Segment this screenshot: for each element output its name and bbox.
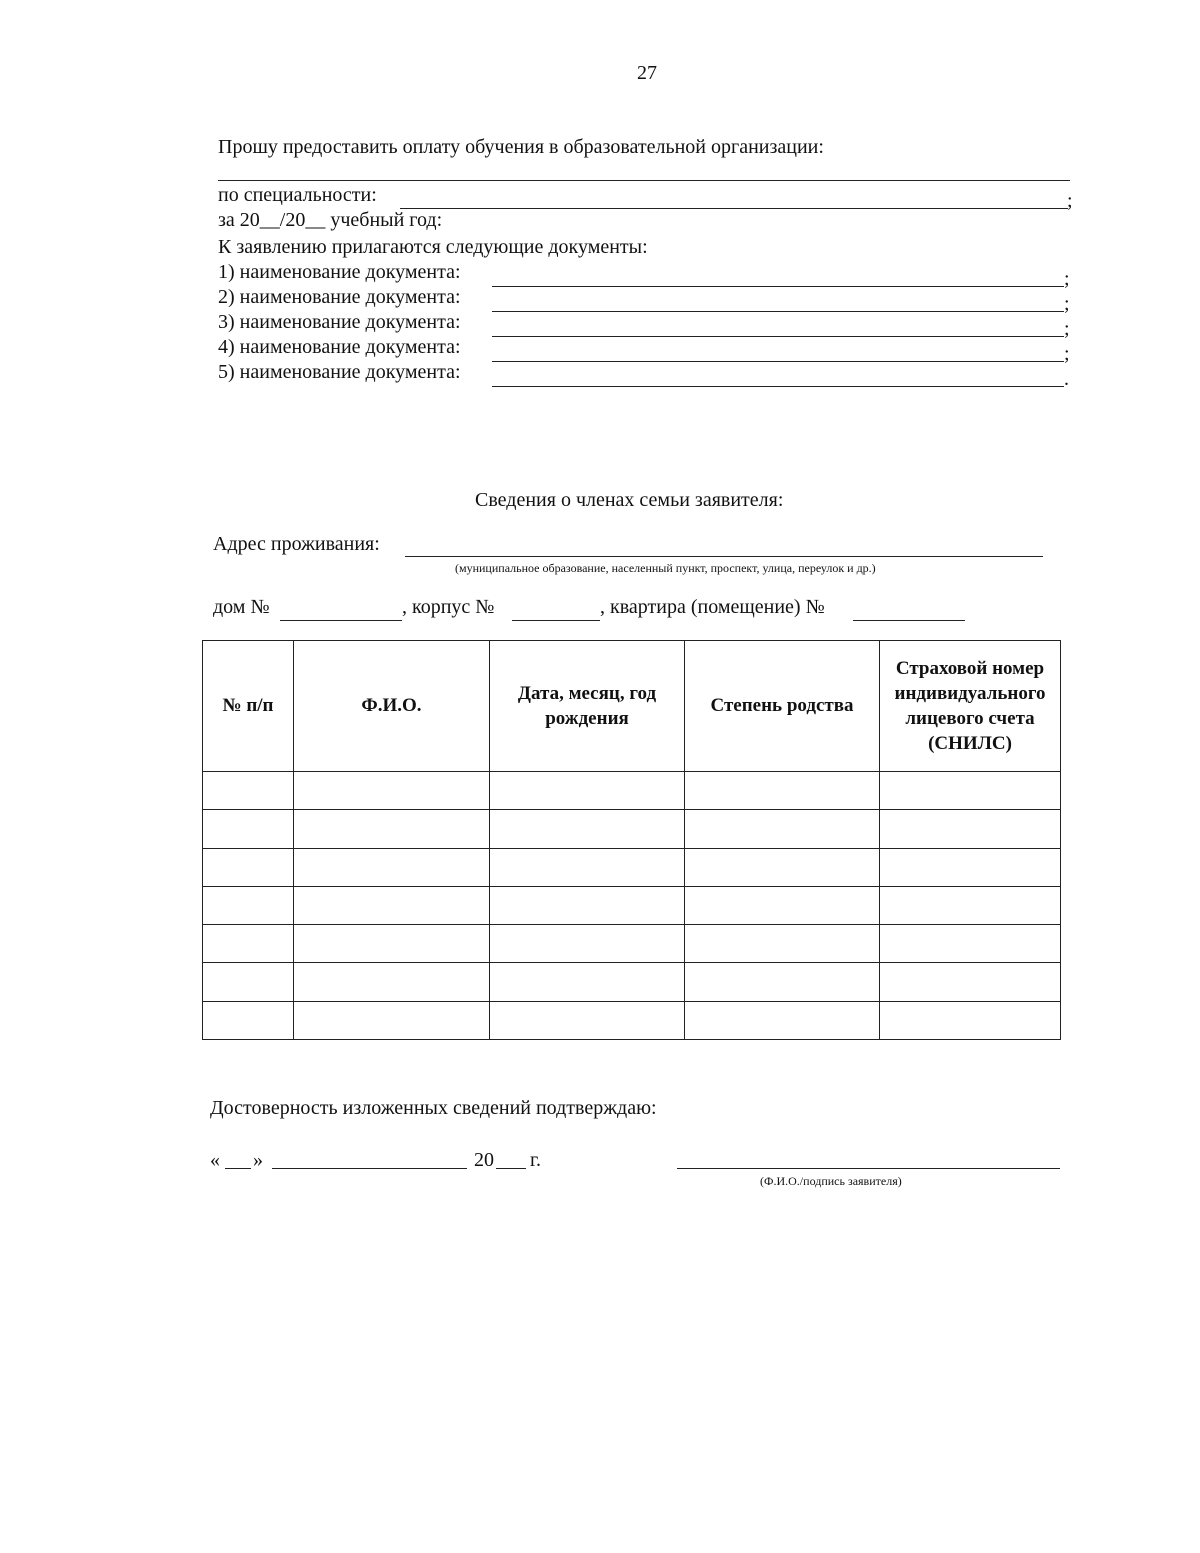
document-end-punct: ; [1064, 318, 1070, 340]
table-cell[interactable] [685, 963, 880, 1001]
table-row [203, 886, 1061, 924]
document-field-line[interactable] [492, 311, 1064, 312]
address-field-line[interactable] [405, 556, 1043, 557]
header-relationship: Степень родства [685, 641, 880, 772]
document-end-punct: ; [1064, 343, 1070, 365]
document-field-line[interactable] [492, 286, 1064, 287]
document-label: 2) наименование документа: [218, 286, 461, 308]
table-cell[interactable] [685, 810, 880, 848]
table-cell[interactable] [294, 848, 490, 886]
document-field-line[interactable] [492, 336, 1064, 337]
table-cell[interactable] [203, 810, 294, 848]
year-field-line[interactable] [496, 1168, 526, 1169]
month-field-line[interactable] [272, 1168, 467, 1169]
table-header-row [203, 641, 1061, 772]
document-end-punct: . [1064, 368, 1069, 390]
table-cell[interactable] [490, 771, 685, 809]
house-label: дом № [213, 596, 270, 618]
table-cell[interactable] [880, 1001, 1061, 1039]
document-end-punct: ; [1064, 293, 1070, 315]
table-cell[interactable] [490, 810, 685, 848]
table-cell[interactable] [203, 848, 294, 886]
table-cell[interactable] [880, 771, 1061, 809]
table-cell[interactable] [203, 771, 294, 809]
document-field-line[interactable] [492, 386, 1064, 387]
family-section-title: Сведения о членах семьи заявителя: [475, 489, 784, 511]
document-label: 1) наименование документа: [218, 261, 461, 283]
table-cell[interactable] [880, 963, 1061, 1001]
table-cell[interactable] [203, 886, 294, 924]
date-open-quote: « [210, 1149, 220, 1171]
table-cell[interactable] [490, 848, 685, 886]
table-row [203, 925, 1061, 963]
table-row [203, 963, 1061, 1001]
apartment-field-line[interactable] [853, 620, 965, 621]
table-row [203, 810, 1061, 848]
table-cell[interactable] [880, 810, 1061, 848]
signature-field-line[interactable] [677, 1168, 1060, 1169]
table-cell[interactable] [203, 1001, 294, 1039]
document-label: 3) наименование документа: [218, 311, 461, 333]
house-field-line[interactable] [280, 620, 402, 621]
intro-text: Прошу предоставить оплату обучения в образовательной организации: [218, 136, 824, 158]
attached-docs-intro: К заявлению прилагаются следующие документы: [218, 236, 648, 258]
table-cell[interactable] [294, 963, 490, 1001]
table-cell[interactable] [490, 963, 685, 1001]
specialty-field-line[interactable] [400, 208, 1068, 209]
table-cell[interactable] [203, 963, 294, 1001]
page-number: 27 [637, 62, 657, 84]
table-cell[interactable] [880, 886, 1061, 924]
table-cell[interactable] [880, 925, 1061, 963]
table-cell[interactable] [294, 771, 490, 809]
table-row [203, 771, 1061, 809]
year-prefix: 20 [474, 1149, 494, 1171]
header-full-name: Ф.И.О. [294, 641, 490, 772]
day-field-line[interactable] [225, 1168, 251, 1169]
document-label: 4) наименование документа: [218, 336, 461, 358]
organization-field-line[interactable] [218, 180, 1070, 181]
table-cell[interactable] [880, 848, 1061, 886]
table-cell[interactable] [294, 810, 490, 848]
apartment-label: , квартира (помещение) № [600, 596, 825, 618]
table-cell[interactable] [490, 1001, 685, 1039]
table-cell[interactable] [294, 886, 490, 924]
specialty-label: по специальности: [218, 184, 377, 206]
table-row [203, 1001, 1061, 1039]
address-hint: (муниципальное образование, населенный пункт, проспект, улица, переулок и др.) [455, 561, 876, 575]
address-label: Адрес проживания: [213, 533, 380, 555]
table-cell[interactable] [203, 925, 294, 963]
table-cell[interactable] [294, 925, 490, 963]
table-cell[interactable] [685, 886, 880, 924]
header-birth-date: Дата, месяц, год рождения [490, 641, 685, 772]
date-close-quote: » [253, 1149, 263, 1171]
building-label: , корпус № [402, 596, 495, 618]
table-cell[interactable] [294, 1001, 490, 1039]
header-number: № п/п [203, 641, 294, 772]
year-suffix: г. [530, 1149, 541, 1171]
confirmation-text: Достоверность изложенных сведений подтверждаю: [210, 1097, 657, 1119]
table-cell[interactable] [685, 771, 880, 809]
table-cell[interactable] [685, 848, 880, 886]
building-field-line[interactable] [512, 620, 600, 621]
table-cell[interactable] [490, 925, 685, 963]
signature-hint: (Ф.И.О./подпись заявителя) [760, 1174, 902, 1188]
header-snils: Страховой номер индивидуального лицевого счета (СНИЛС) [880, 641, 1061, 772]
document-field-line[interactable] [492, 361, 1064, 362]
academic-year-label: за 20__/20__ учебный год: [218, 209, 443, 231]
specialty-end-punct: ; [1067, 190, 1073, 212]
table-cell[interactable] [685, 1001, 880, 1039]
document-label: 5) наименование документа: [218, 361, 461, 383]
table-cell[interactable] [685, 925, 880, 963]
document-end-punct: ; [1064, 268, 1070, 290]
table-row [203, 848, 1061, 886]
table-cell[interactable] [490, 886, 685, 924]
family-members-table [202, 640, 1061, 1040]
